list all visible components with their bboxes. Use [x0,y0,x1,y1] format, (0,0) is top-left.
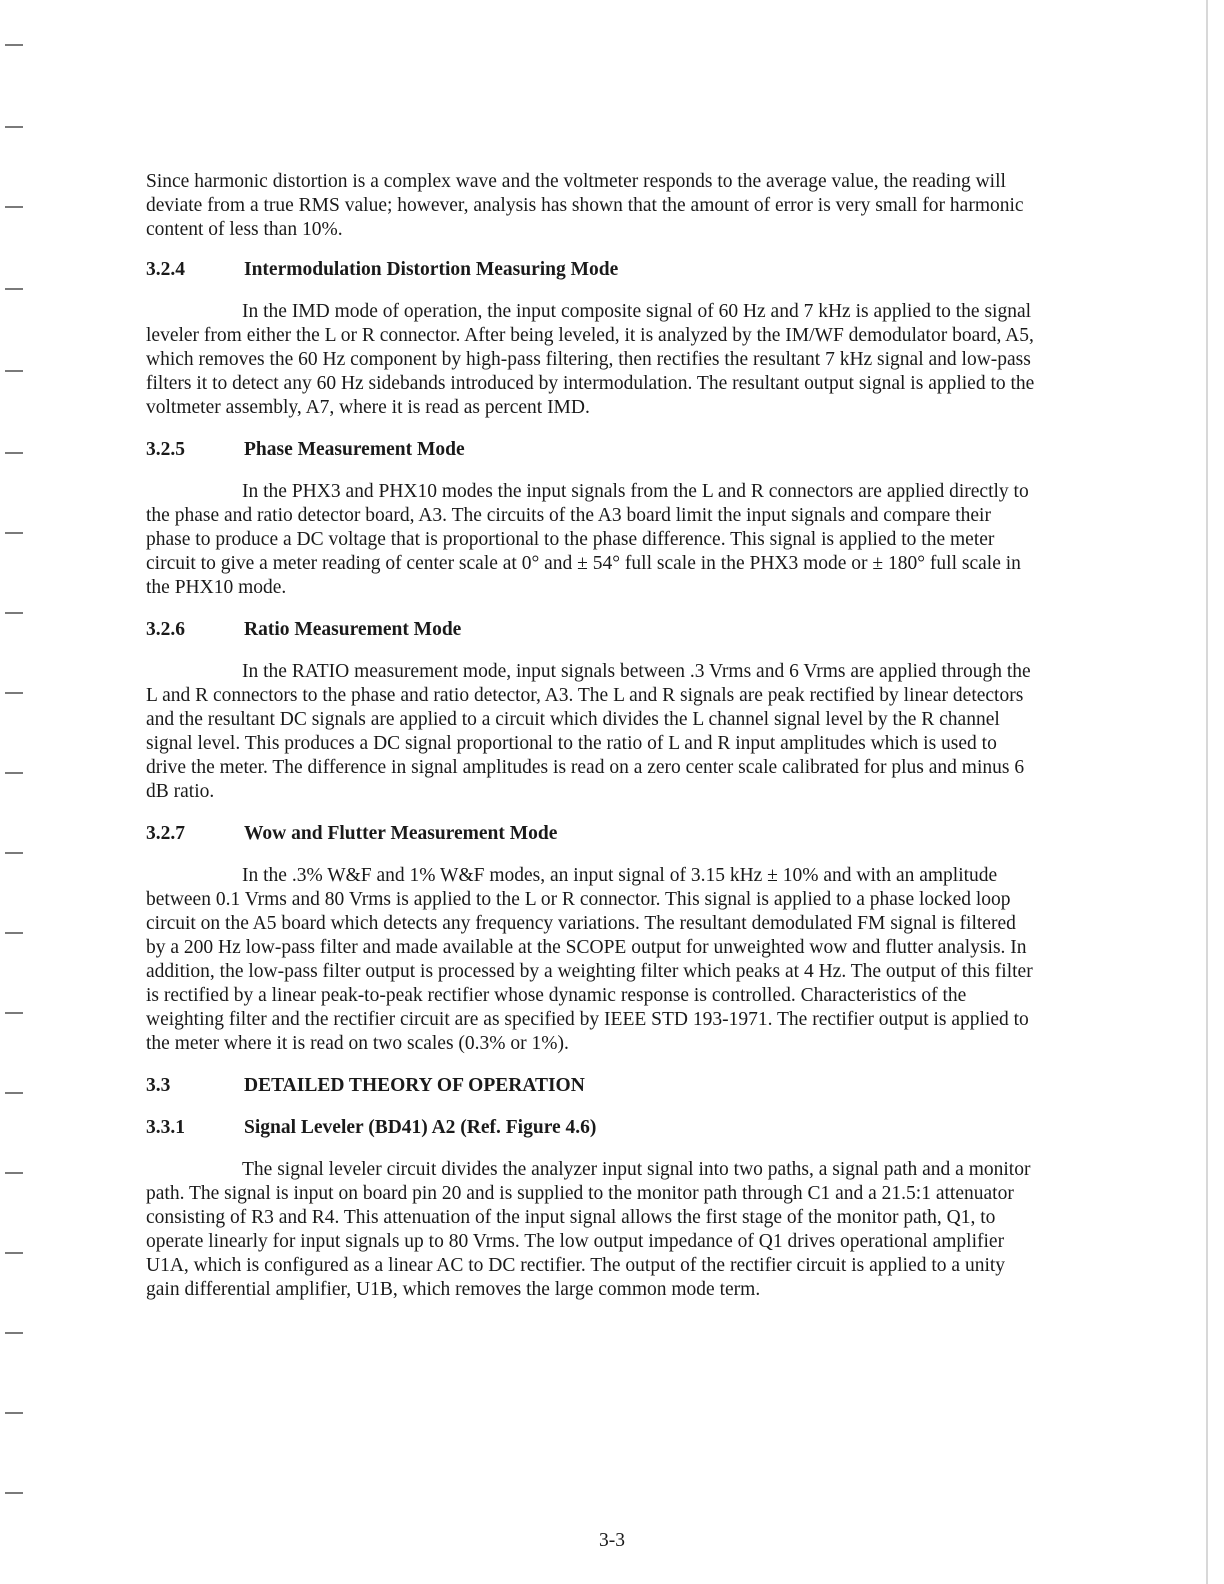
section-title: Signal Leveler (BD41) A2 (Ref. Figure 4.6) [244,1117,597,1138]
punch-mark [5,370,23,372]
section-title: Intermodulation Distortion Measuring Mode [244,259,619,280]
document-body [146,170,1036,1302]
punch-mark [5,206,23,208]
section-number: 3.3 [146,1075,171,1096]
punch-mark [5,452,23,454]
page-edge [1206,0,1208,1584]
section-body: In the RATIO measurement mode, input signals between .3 Vrms and 6 Vrms are applied through the L and R connectors to the phase and ratio detector, A3. The L and R signals are peak rectified by linear detectors and the resultant DC signals are applied to a circuit which divides the L channel signal level by the R channel signal level. This produces a DC signal proportional to the ratio of L and R input amplitudes which is used to drive the meter. The difference in signal amplitudes is read on a zero center scale calibrated for plus and minus 6 dB ratio. [146,661,1031,802]
section-title: Ratio Measurement Mode [244,619,462,640]
section-heading-3-2-5 [146,438,1036,462]
binding-edge [0,0,38,1584]
punch-mark [5,1172,23,1174]
punch-mark [5,1012,23,1014]
punch-mark [5,612,23,614]
section-heading-3-2-6 [146,618,1036,642]
section-body: In the PHX3 and PHX10 modes the input signals from the L and R connectors are applied directly to the phase and ratio detector board, A3. The circuits of the A3 board limit the input signals and compare their phase to produce a DC voltage that is proportional to the phase difference. This signal is applied to the meter circuit to give a meter reading of center scale at 0° and ± 54° full scale in the PHX3 mode or ± 180° full scale in the PHX10 mode. [146,481,1029,598]
section-number: 3.3.1 [146,1117,185,1138]
section-heading-3-2-4 [146,258,1036,282]
punch-mark [5,1412,23,1414]
section-body: In the .3% W&F and 1% W&F modes, an input signal of 3.15 kHz ± 10% and with an amplitude between 0.1 Vrms and 80 Vrms is applied to the L or R connector. This signal is applied to a phase locked loop circuit on the A5 board which detects any frequency variations. The resultant demodulated FM signal is filtered by a 200 Hz low-pass filter and made available at the SCOPE output for unweighted wow and flutter analysis. In addition, the low-pass filter output is processed by a weighting filter which peaks at 4 Hz. The output of this filter is rectified by a linear peak-to-peak rectifier whose dynamic response is controlled. Characteristics of the weighting filter and the rectifier circuit are as specified by IEEE STD 193-1971. The rectifier output is applied to the meter where it is read on two scales (0.3% or 1%). [146,865,1033,1054]
punch-mark [5,532,23,534]
section-title: Wow and Flutter Measurement Mode [244,823,558,844]
section-number: 3.2.6 [146,619,185,640]
section-number: 3.2.7 [146,823,185,844]
section-title: Phase Measurement Mode [244,439,465,460]
section-title: DETAILED THEORY OF OPERATION [244,1075,585,1096]
section-heading-3-2-7 [146,822,1036,846]
punch-mark [5,1492,23,1494]
page-number: 3-3 [599,1530,625,1551]
punch-mark [5,1252,23,1254]
section-heading-3-3 [146,1074,1036,1098]
punch-mark [5,126,23,128]
punch-mark [5,692,23,694]
punch-mark [5,772,23,774]
punch-mark [5,932,23,934]
punch-mark [5,1092,23,1094]
section-number: 3.2.5 [146,439,185,460]
section-body: The signal leveler circuit divides the analyzer input signal into two paths, a signal path and a monitor path. The signal is input on board pin 20 and is supplied to the monitor path through C1 and a 21.5:1 attenuator consisting of R3 and R4. This attenuation of the input signal allows the first stage of the monitor path, Q1, to operate linearly for input signals up to 80 Vrms. The low output impedance of Q1 drives operational amplifier U1A, which is configured as a linear AC to DC rectifier. The output of the rectifier circuit is applied to a unity gain differential amplifier, U1B, which removes the large common mode term. [146,1159,1031,1300]
punch-mark [5,288,23,290]
section-heading-3-3-1 [146,1116,1036,1140]
section-body: In the IMD mode of operation, the input composite signal of 60 Hz and 7 kHz is applied to the signal leveler from either the L or R connector. After being leveled, it is analyzed by the IM/WF demodulator board, A5, which removes the 60 Hz component by high-pass filtering, then rectifies the resultant 7 kHz signal and low-pass filters it to detect any 60 Hz sidebands introduced by intermodulation. The resultant output signal is applied to the voltmeter assembly, A7, where it is read as percent IMD. [146,301,1035,418]
section-number: 3.2.4 [146,259,185,280]
intro-paragraph: Since harmonic distortion is a complex wave and the voltmeter responds to the average value, the reading will deviate from a true RMS value; however, analysis has shown that the amount of error is very small for harmonic content of less than 10%. [146,171,1024,240]
punch-mark [5,1332,23,1334]
punch-mark [5,44,23,46]
punch-mark [5,852,23,854]
